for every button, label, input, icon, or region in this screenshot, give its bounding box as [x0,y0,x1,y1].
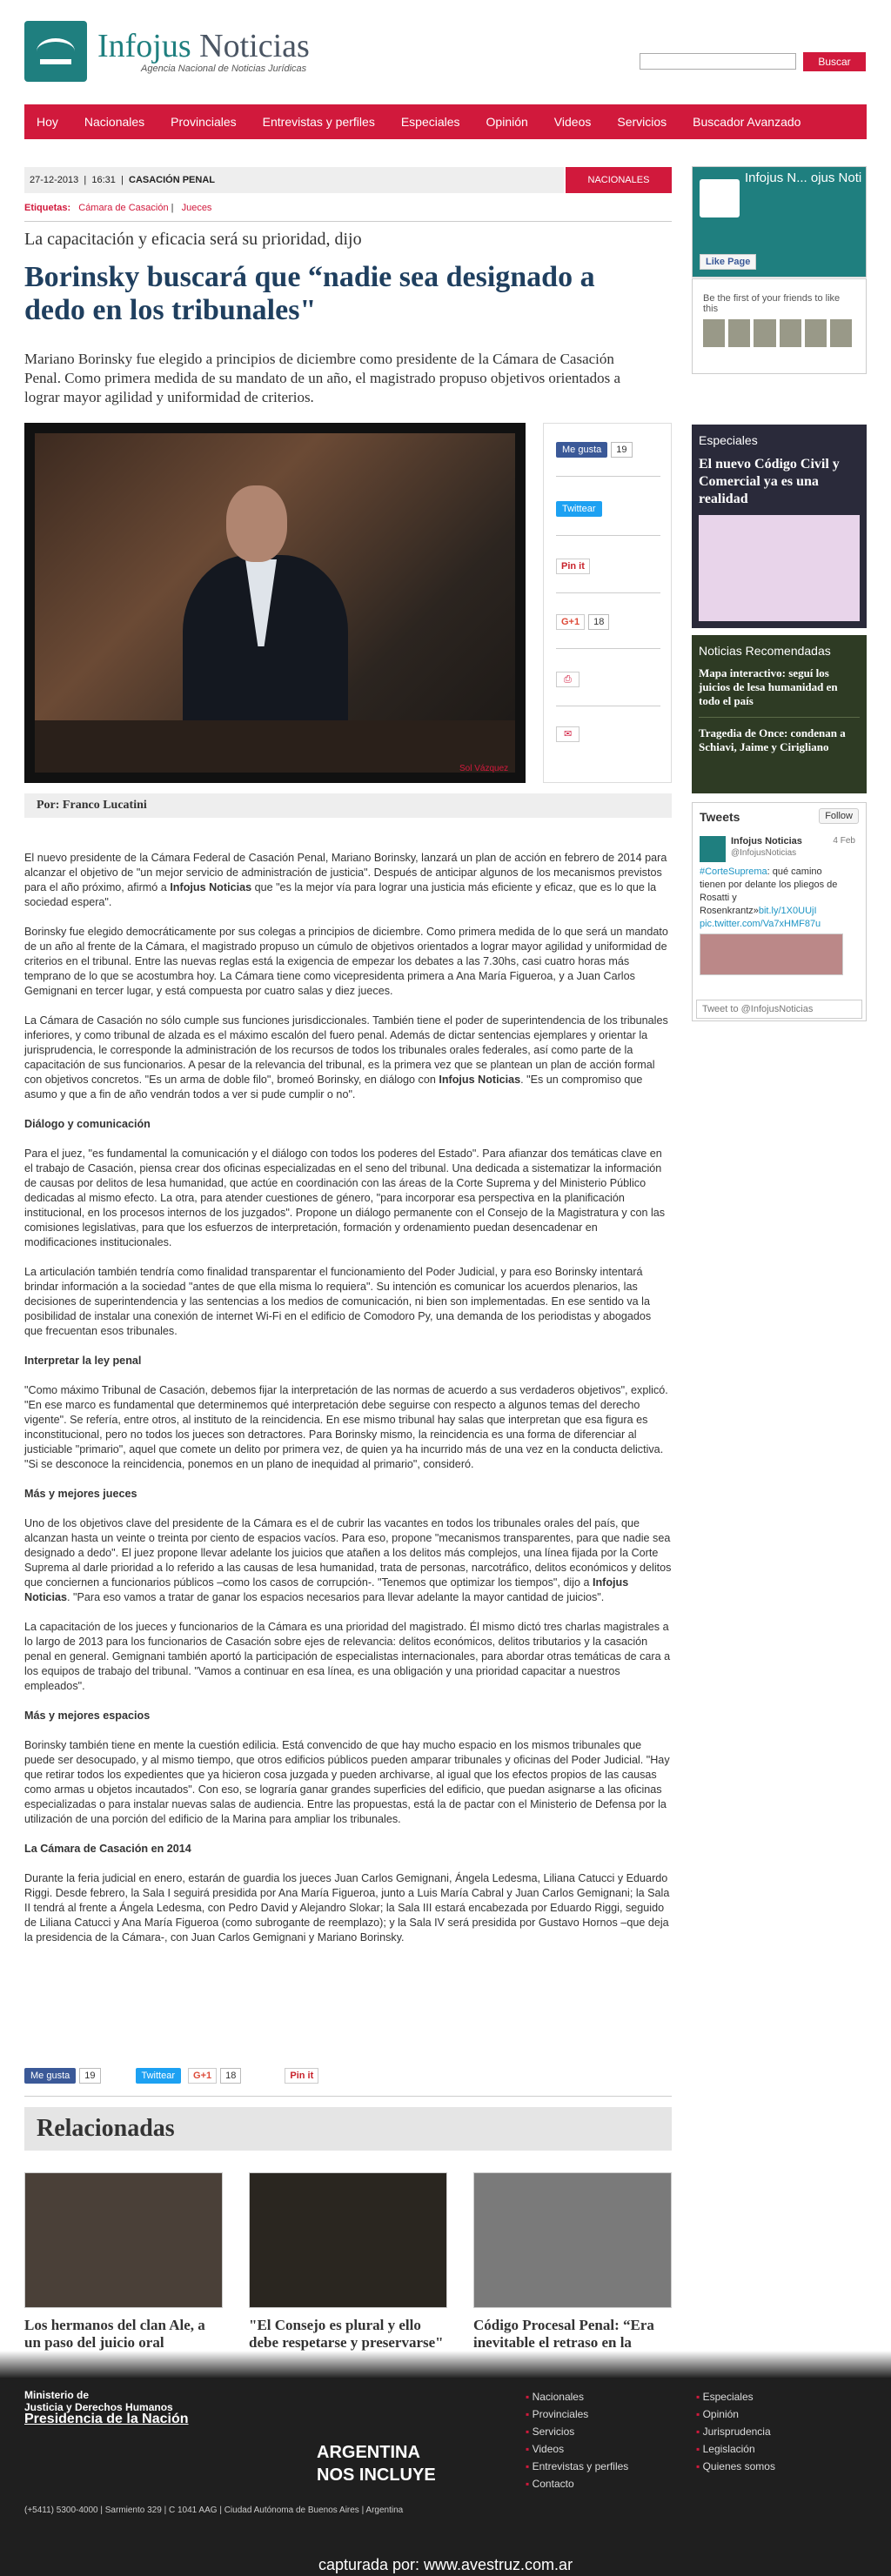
meta-time: 16:31 [91,175,116,185]
article-kicker: La capacitación y eficacia será su prioridad, dijo [24,230,362,249]
recomendadas-title: Noticias Recomendadas [699,644,831,658]
related-title[interactable]: "El Consejo es plural y ello debe respetarse y preservarse" [249,2317,444,2351]
ministry-logo[interactable]: Ministerio de Justicia y Derechos Humanos Presidencia de la Nación [24,2389,189,2426]
subheading: La Cámara de Casación en 2014 [24,1843,191,1855]
divider [24,221,672,222]
tags-label: Etiquetas: [24,203,71,213]
meta-category: CASACIÓN PENAL [129,175,216,185]
related-card[interactable] [473,2172,672,2369]
tag-link[interactable]: Jueces [181,203,212,213]
divider [24,2096,672,2097]
desk [35,720,515,773]
article-author: Por: Franco Lucatini [24,793,672,818]
gplus-count: 18 [588,614,609,630]
footer-link[interactable]: ▪ Legislación [696,2440,775,2458]
especiales-widget[interactable] [692,425,867,628]
related-card[interactable] [24,2172,223,2352]
like-count: 19 [79,2068,100,2084]
logo-title: Infojus Noticias [97,28,310,64]
tweets-title: Tweets [700,810,740,824]
photo-credit: Sol Vázquez [459,764,509,773]
like-page-button[interactable]: Like Page [700,254,756,270]
recommended-link[interactable]: Tragedia de Once: condenan a Schiavi, Jaime y Cirigliano [699,726,846,753]
tag-link[interactable]: Cámara de Casación [78,203,169,213]
tweet-text: #CorteSuprema: qué camino tienen por delante los pliegos de Rosatti y Rosenkrantz»bit.ly/1X0UUjI pic.twitter.com/Va7xHMF87u [700,866,838,929]
related-image[interactable] [473,2172,672,2308]
related-image[interactable] [24,2172,223,2308]
nav-item-especiales[interactable]: Especiales [400,115,460,129]
article-headline: Borinsky buscará que “nadie sea designado a dedo en los tribunales" [24,261,595,326]
capture-watermark: capturada por: www.avestruz.com.ar [318,2556,573,2573]
footer-link[interactable]: ▪ Especiales [696,2388,775,2405]
nav-item-opinion[interactable]: Opinión [486,115,528,129]
main-nav [24,104,867,139]
google-plus-button[interactable]: G+1 [556,614,585,630]
avatar[interactable] [700,836,726,862]
person-figure [165,468,357,746]
recomendadas-widget [692,635,867,793]
footer-link[interactable]: ▪ Opinión [696,2405,775,2423]
subheading: Diálogo y comunicación [24,1118,151,1130]
subheading: Más y mejores jueces [24,1488,137,1500]
share-bottom [24,2068,318,2084]
print-icon[interactable]: ⎙ [556,672,579,687]
especiales-headline[interactable]: El nuevo Código Civil y Comercial ya es una realidad [699,457,840,506]
especiales-image[interactable] [699,515,860,621]
nav-item-videos[interactable]: Videos [553,115,592,129]
subheading: Más y mejores espacios [24,1710,151,1722]
twitter-button[interactable]: Twittear [556,501,602,517]
footer-link[interactable]: ▪ Contacto [526,2475,628,2492]
nav-item-hoy[interactable]: Hoy [37,115,58,129]
search-button[interactable]: Buscar [803,52,866,71]
footer-links [526,2388,628,2492]
logo-subtitle: Agencia Nacional de Noticias Jurídicas [141,64,307,74]
subheading: Interpretar la ley penal [24,1355,142,1367]
book-logo-icon [24,21,87,82]
tweet-input[interactable]: Tweet to @InfojusNoticias [696,1000,862,1019]
nav-item-servicios[interactable]: Servicios [617,115,667,129]
follow-button[interactable]: Follow [819,808,859,824]
meta-date: 27-12-2013 [30,175,79,185]
section-badge[interactable]: NACIONALES [566,167,672,193]
argentina-logo: ARGENTINA NOS INCLUYE [317,2443,436,2485]
footer-fade [0,2351,891,2379]
footer-link[interactable]: ▪ Servicios [526,2423,628,2440]
twitter-button[interactable]: Twittear [136,2068,182,2084]
email-icon[interactable]: ✉ [556,726,579,742]
footer-address: (+5411) 5300-4000 | Sarmiento 329 | C 1041 AAG | Ciudad Autónoma de Buenos Aires | Argentina [24,2506,404,2515]
footer-links [696,2388,775,2475]
nav-item-nacionales[interactable]: Nacionales [84,115,145,129]
related-card[interactable] [249,2172,447,2352]
friend-avatars [703,319,855,347]
fb-page-title[interactable]: Infojus N... ojus Noti [745,171,862,185]
tweet-date[interactable]: 4 Feb [833,836,855,846]
google-plus-button[interactable]: G+1 [188,2068,217,2084]
tweet-image[interactable] [700,933,843,975]
share-sidebar [543,423,672,783]
footer-link[interactable]: ▪ Quienes somos [696,2458,775,2475]
facebook-like-button[interactable]: Me gusta [556,442,607,458]
footer-link[interactable]: ▪ Entrevistas y perfiles [526,2458,628,2475]
nav-item-provinciales[interactable]: Provinciales [171,115,237,129]
related-image[interactable] [249,2172,447,2308]
gplus-count: 18 [220,2068,241,2084]
article-photo [24,423,526,783]
related-title[interactable]: Los hermanos del clan Ale, a un paso del juicio oral [24,2317,205,2351]
fb-first-text: Be the first of your friends to like this [703,293,841,314]
fb-friends-box [692,278,867,374]
article-lead: Mariano Borinsky fue elegido a principios de diciembre como presidente de la Cámara de Casación Penal. Como primera medida de su mandato de un año, el magistrado propuso objetivos orientados a lograr mayor agilidad y uniformidad de criterios. [24,351,621,405]
related-title[interactable]: Código Procesal Penal: “Era inevitable el retraso en la [473,2317,654,2351]
nav-item-buscador[interactable]: Buscador Avanzado [693,115,801,129]
nav-item-entrevistas[interactable]: Entrevistas y perfiles [262,115,375,129]
article-body: El nuevo presidente de la Cámara Federal de Casación Penal, Mariano Borinsky, lanzará un plan de acción en febrero de 2014 para alcanzar el objetivo de "un mejor servicio de administración de justicia". Después de anticipar algunos de los mecanismos previstos para el año próximo, afirmó a Infojus Noticias que "es la mejor vía para lograr una justicia más eficiente y eficaz, que es lo que la sociedad espera". Borinsky fue elegido democráticamente por sus colegas a principios de diciembre. Como primera medida de lo que será un mandato de un año al frente de la Cámara, el magistrado propuso un cúmulo de objetivos orientados a lograr mayor agilidad y uniformidad de criterios en el tribunal. Entre las nuevas reglas está la exigencia de empezar los debates a las 7.30hs, casi cuatro horas más temprano de lo que se acostumbra hoy. La Cámara tiene como vicepresidenta primera a Ana María Figueroa, y a Juan Carlos Gemignani en tercer lugar, y está compuesta por cuatro salas y diez jueces. La Cámara de Casación no sólo cumple sus funciones jurisdiccionales. También tiene el poder de superintendencia de los tribunales inferiores, y como tribunal de alzada es el máximo escalón del fuero penal. Además de dictar sentencias ejemplares y orientar la jurisprudencia, le corresponde la administración de los recursos de todos los tribunales orales federales, así como parte de la capacitación de sus funcionarios. A pesar de la relevancia del tribunal, es la primera vez que se plantean un plan de acción formal con objetivos concretos. "Es un arma de doble filo", bromeó Borinsky, en diálogo con Infojus Noticias. "Es un compromiso que asumo y que a fin de año vendrán todos a ver si pude cumplir o no". Diálogo y comunicación Para el juez, "es fundamental la comunicación y el diálogo con todos los poderes del Estado". Para afianzar dos temáticas clave en el trabajo de Casación, piensa crear dos oficinas especializadas en el seno del tribunal. Una dedicada a sistematizar la información de causas por delitos de lesa humanidad, que actúe en coordinación con las áreas de la Corte Suprema y del Ministerio Público dedicadas al mismo efecto. La otra, para atender cuestiones de género, "para incorporar esa perspectiva en la planificación institucional, en los procesos internos de los juzgados". Propone un diálogo permanente con el Consejo de la Magistratura y con las comisiones legislativas, para que los esfuerzos de interpretación, formación y ordenamiento puedan desencadenar en modificaciones institucionales. La articulación también tendría como finalidad transparentar el funcionamiento del Poder Judicial, y para eso Borinsky intentará brindar información a la sociedad "antes de que ella misma lo requiera". Su intención es comunicar los acuerdos plenarios, las decisiones de superintendencia y las sentencias a los medios de comunicación, ni bien son implementadas. En ese sentido va la posibilidad de instalar una conexión de internet Wi-Fi en el edificio de Comodoro Py, una demanda de los periodistas y abogados que frecuentan esos tribunales. Interpretar la ley penal "Como máximo Tribunal de Casación, debemos fijar la interpretación de las normas de acuerdo a sus verdaderos objetivos", explicó. "En ese marco es fundamental que determinemos qué interpretación debe seguirse con respecto a algunos temas del derecho vigente". Se refería, entre otros, al instituto de la reincidencia. En ese mismo tribunal hay salas que interpretan que esa figura es inconstitucional, pero no todos los jueces son detractores. Para Borinsky mismo, la reincidencia es una forma de diferenciar al justiciable "primario", aquel que comete un delito por primera vez, de quien ya ha incurrido más de una vez en la conducta delictiva. "Si se desconoce la reincidencia, ponemos en un plano de inequidad al primario", consideró. Más y mejores jueces Uno de los objetivos clave del presidente de la Cámara es el de cubrir las vacantes en todos los tribunales orales del país, que alcanzan hasta un veinte o treinta por ciento de espacios vacíos. Para eso, propone "mecanismos transparentes, para que nadie sea designado a dedo". El juez propone llevar adelante los juicios que atañen a los delitos más complejos, una línea fijada por la Corte Suprema al darle prioridad a lo referido a las causas de lesa humanidad, trata de personas, narcotráfico, delitos económicos y delitos que conciernen a funcionarios públicos –como los casos de corrupción-. "Tenemos que optimizar los tiempos", dijo a Infojus Noticias. "Para eso vamos a tratar de ganar los espacios necesarios para llevar adelante la mayor cantidad de juicios". La capacitación de los jueces y funcionarios de la Cámara es una prioridad del magistrado. Él mismo dictó tres charlas magistrales a lo largo de 2013 para los funcionarios de Casación sobre ejes de relevancia: delitos económicos, delitos tributarios y la casación penal en general. Gemignani también aportó la participación de especialistas internacionales, para abordar otras temáticas de cara a los equipos de trabajo del tribunal. "Vamos a continuar en esa línea, es una obligación y una prioridad capacitar a nuestros empleados". Más y mejores espacios Borinsky también tiene en mente la cuestión edilicia. Está convencido de que hay mucho espacio en los mismos tribunales que puede ser desocupado, y al mismo tiempo, que otros edificios públicos pueden amparar tribunales y oficinas del Poder Judicial. "Hay que retirar todos los expedientes que ya hicieron cosa juzgada y pueden archivarse, al igual que los efectos propios de las causas como armas u objetos incautados". Con eso, se lograría ganar grandes superficies del edificio, que puedan asignarse a las oficinas especializadas o para instalar nuevas salas de audiencia. Entre las propuestas, está la de pactar con el Ministerio de Defensa por la utilización de una porción del edificio de la Marina para ampliar los tribunales. La Cámara de Casación en 2014 Durante la feria judicial en enero, estarán de guardia los jueces Juan Carlos Gemignani, Ángela Ledesma, Liliana Catucci y Eduardo Riggi. Desde febrero, la Sala I seguirá presidida por Ana María Figueroa, junto a Luis María Cabral y Juan Carlos Gemignani; la Sala II tendrá al frente a Ángela Ledesma, con Pedro David y Alejandro Slokar; la Sala III estará encabezada por Eduardo Riggi, seguido de Liliana Catucci y Ana María Figueroa (como subrogante de reemplazo); y la Sala IV será presidida por Gustavo Hornos –que deja la presidencia de la Cámara-, con Juan Carlos Gemignani y Mariano Borinsky. [24,852,672,1944]
especiales-title: Especiales [699,433,758,447]
search-input[interactable] [640,53,796,70]
page-logo-icon [700,179,740,217]
related-heading: Relacionadas [24,2107,672,2151]
footer-link[interactable]: ▪ Jurisprudencia [696,2423,775,2440]
article-meta: 27-12-2013 | 16:31 | CASACIÓN PENAL [24,167,564,193]
like-count: 19 [611,442,632,458]
footer-link[interactable]: ▪ Videos [526,2440,628,2458]
facebook-like-button[interactable]: Me gusta [24,2068,76,2084]
footer-link[interactable]: ▪ Nacionales [526,2388,628,2405]
tags: Etiquetas: Cámara de Casación | Jueces [24,203,212,213]
tweet-handle[interactable]: @InfojusNoticias [731,848,797,858]
pinterest-button[interactable]: Pin it [556,559,590,574]
facebook-page-widget[interactable] [692,166,867,278]
footer-link[interactable]: ▪ Provinciales [526,2405,628,2423]
recommended-link[interactable]: Mapa interactivo: seguí los juicios de lesa humanidad en todo el país [699,666,838,707]
twitter-widget [692,802,867,1021]
tweet-author[interactable]: Infojus Noticias [731,836,802,846]
site-logo[interactable] [24,21,310,82]
pinterest-button[interactable]: Pin it [285,2068,318,2084]
